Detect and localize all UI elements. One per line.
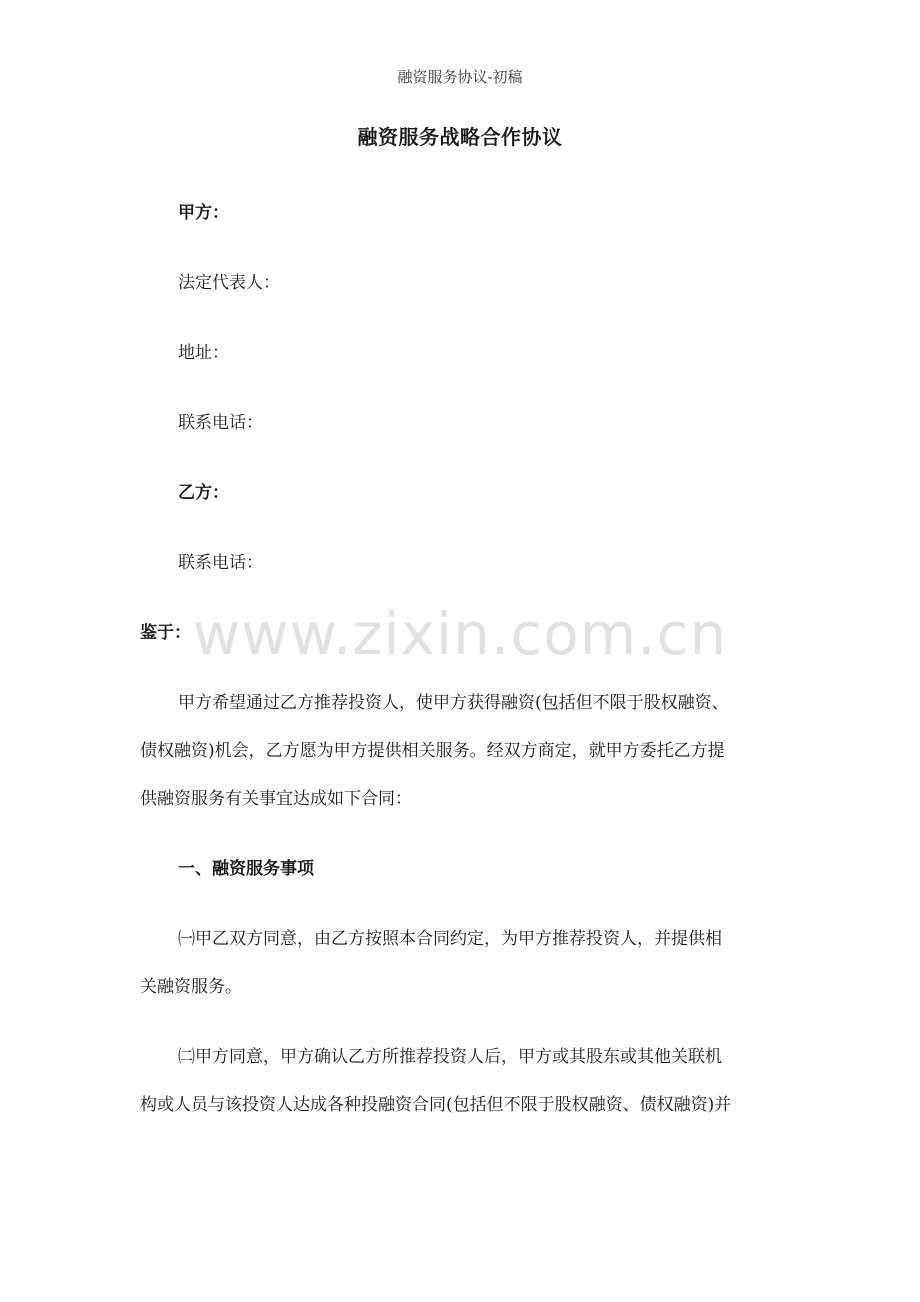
watermark: www.zixin.com.cn <box>192 600 728 668</box>
whereas-label: 鉴于： <box>140 623 191 643</box>
clause-line: 关融资服务。 <box>140 977 242 997</box>
party-b-phone: 联系电话： <box>178 553 263 573</box>
party-a-phone: 联系电话： <box>178 413 263 433</box>
running-header: 融资服务协议-初稿 <box>397 68 523 86</box>
party-a-legal-rep: 法定代表人： <box>178 273 280 293</box>
whereas-line: 供融资服务有关事宜达成如下合同： <box>140 789 412 809</box>
party-a-label: 甲方： <box>178 203 229 223</box>
document-title: 融资服务战略合作协议 <box>357 125 563 149</box>
whereas-line: 债权融资)机会，乙方愿为甲方提供相关服务。经双方商定，就甲方委托乙方提 <box>140 741 725 761</box>
clause-line: ㈡甲方同意，甲方确认乙方所推荐投资人后，甲方或其股东或其他关联机 <box>178 1047 722 1067</box>
party-b-label: 乙方： <box>178 483 229 503</box>
whereas-line: 甲方希望通过乙方推荐投资人，使甲方获得融资(包括但不限于股权融资、 <box>178 693 729 713</box>
section-heading: 一、融资服务事项 <box>178 859 314 879</box>
clause-line: 构或人员与该投资人达成各种投融资合同(包括但不限于股权融资、债权融资)并 <box>140 1095 732 1115</box>
party-a-address: 地址： <box>178 343 229 363</box>
clause-line: ㈠甲乙双方同意，由乙方按照本合同约定，为甲方推荐投资人，并提供相 <box>178 929 722 949</box>
